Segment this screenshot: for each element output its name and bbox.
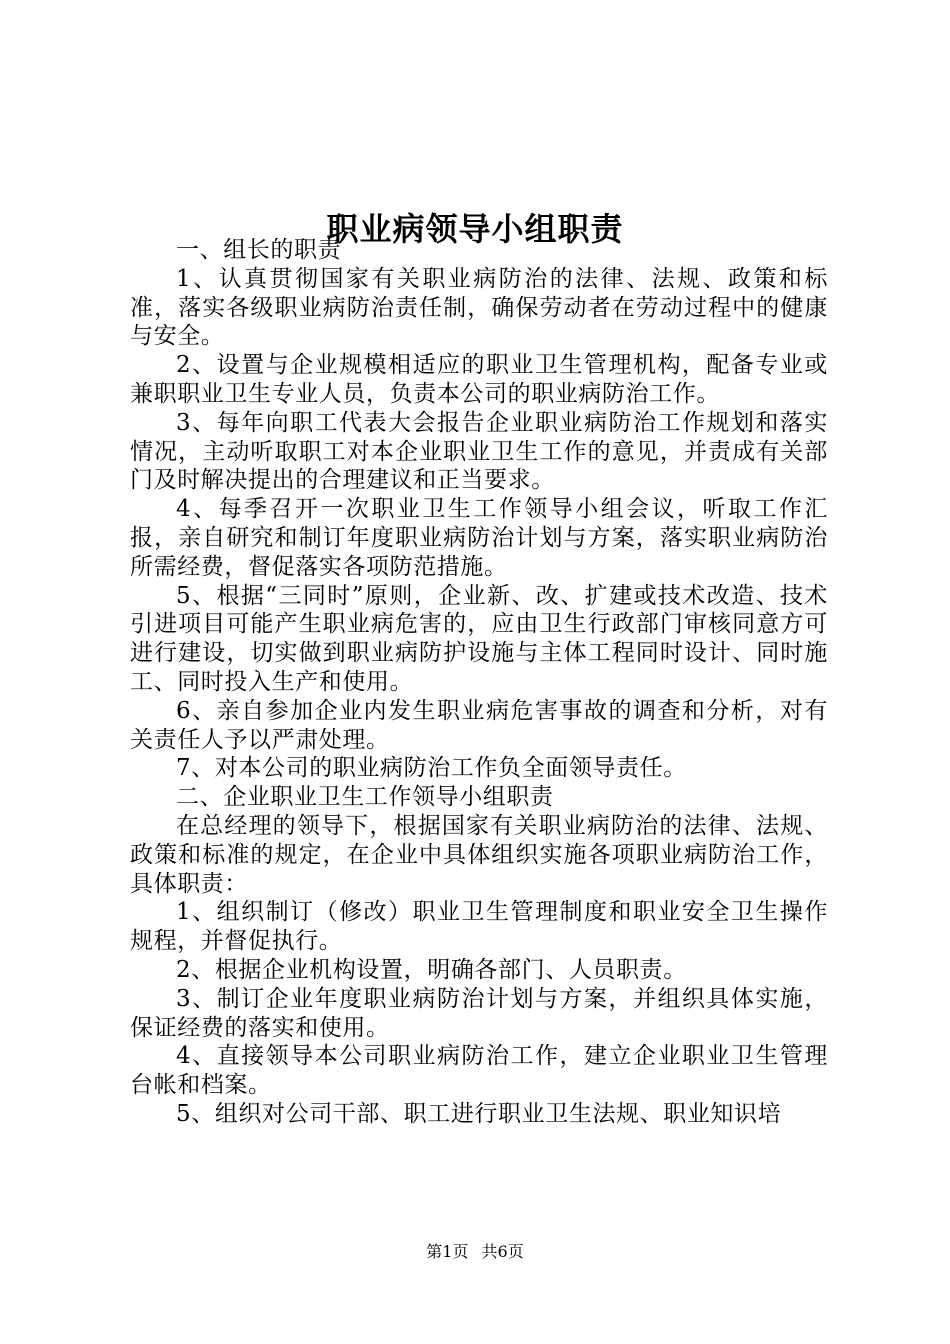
page-number: 第1页 共6页 [426,1242,524,1261]
body-paragraph: 1、组织制订（修改）职业卫生管理制度和职业安全卫生操作规程，并督促执行。 [130,899,828,955]
section-heading: 一、组长的职责 [176,237,342,263]
document-title: 职业病领导小组职责 [326,210,624,249]
body-paragraph: 4、直接领导本公司职业病防治工作，建立企业职业卫生管理台帐和档案。 [130,1043,828,1099]
body-paragraph: 3、每年向职工代表大会报告企业职业病防治工作规划和落实情况，主动听取职工对本企业职业卫生工作的意见，并责成有关部门及时解决提出的合理建议和正当要求。 [130,409,828,494]
section-heading: 二、企业职业卫生工作领导小组职责 [176,784,554,811]
body-paragraph: 7、对本公司的职业病防治工作负全面领导责任。 [176,755,687,782]
document-body [130,236,828,1129]
body-paragraph: 6、亲自参加企业内发生职业病危害事故的调查和分析，对有关责任人予以严肃处理。 [130,697,828,753]
body-paragraph: 2、设置与企业规模相适应的职业卫生管理机构，配备专业或兼职职业卫生专业人员，负责本公司的职业病防治工作。 [130,352,828,407]
body-paragraph: 4、每季召开一次职业卫生工作领导小组会议，听取工作汇报，亲自研究和制订年度职业病防治计划与方案，落实职业病防治所需经费，督促落实各项防范措施。 [130,496,828,580]
body-paragraph: 5、组织对公司干部、职工进行职业卫生法规、职业知识培 [176,1100,782,1127]
body-paragraph: 在总经理的领导下，根据国家有关职业病防治的法律、法规、政策和标准的规定，在企业中具体组织实施各项职业病防治工作，具体职责： [130,812,828,897]
body-paragraph: 5、根据“三同时”原则，企业新、改、扩建或技术改造、技术引进项目可能产生职业病危害的，应由卫生行政部门审核同意方可进行建设，切实做到职业病防护设施与主体工程同时设计、同时施工、同时投入生产和使用。 [130,582,828,695]
body-paragraph: 1、认真贯彻国家有关职业病防治的法律、法规、政策和标准，落实各级职业病防治责任制，确保劳动者在劳动过程中的健康与安全。 [130,265,828,350]
body-paragraph: 2、根据企业机构设置，明确各部门、人员职责。 [176,956,687,983]
body-paragraph: 3、制订企业年度职业病防治计划与方案，并组织具体实施，保证经费的落实和使用。 [130,985,828,1041]
